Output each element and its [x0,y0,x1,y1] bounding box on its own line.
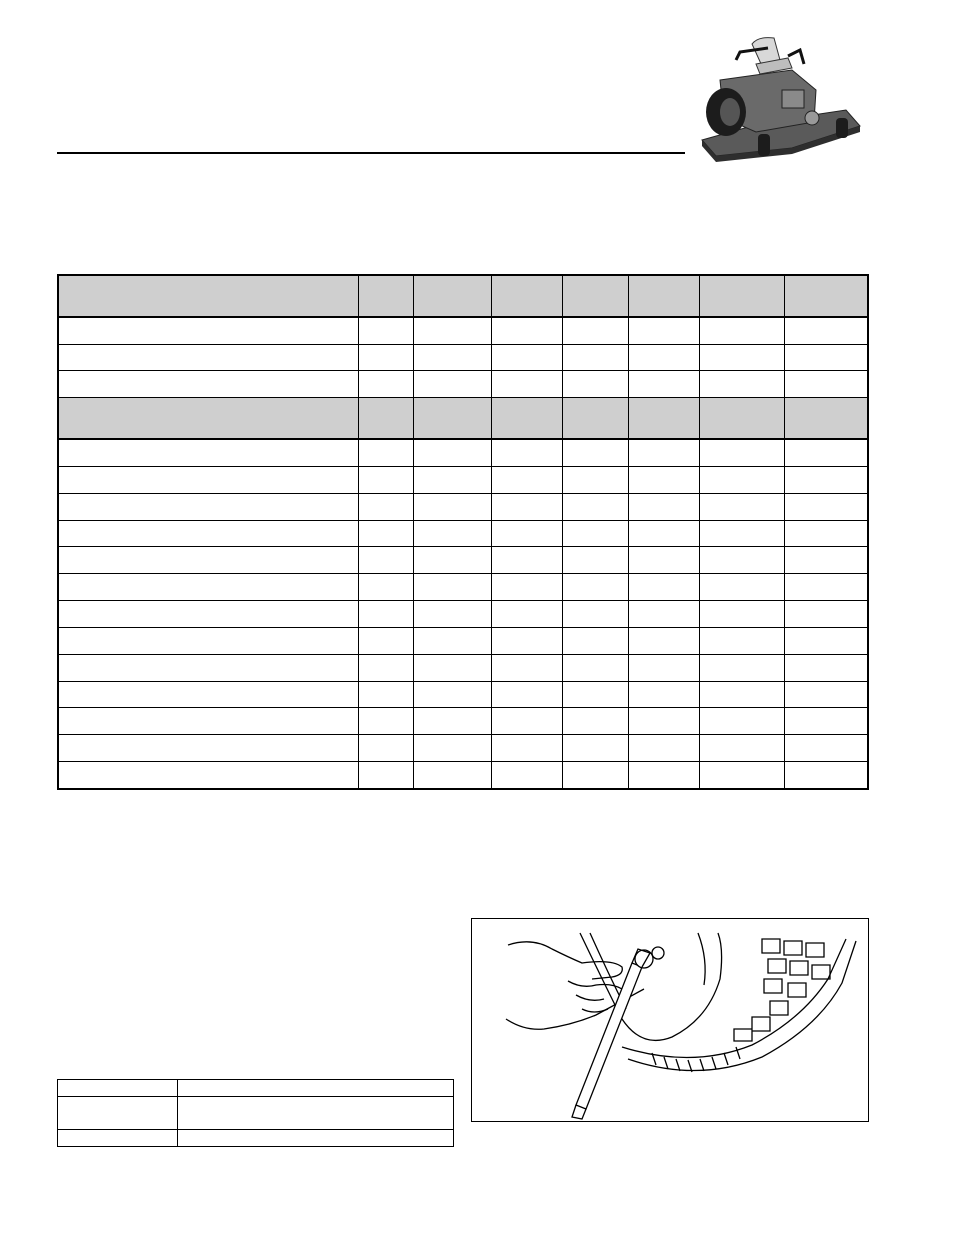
table-row [59,493,867,520]
table-header-row [59,276,867,317]
table-row [58,1080,453,1097]
table-row [59,317,867,344]
table-row [59,439,867,466]
table-row [59,627,867,654]
table-row [58,1130,453,1147]
tire-pressure-table [57,1079,454,1147]
table-row [59,547,867,574]
table-row [59,735,867,762]
table-row [59,762,867,788]
table-row [58,1097,453,1130]
table-row [59,708,867,735]
table-row [59,520,867,547]
mower-photo-icon [696,30,862,170]
table-row [59,681,867,708]
tire-pressure-gauge-illustration-icon [472,919,868,1121]
table-header-row [59,398,867,439]
tire-gauge-figure [471,918,869,1122]
table-row [59,371,867,398]
table-row [59,601,867,628]
header-rule [57,152,685,154]
table-row [59,654,867,681]
maintenance-schedule-table [57,274,869,790]
table-row [59,466,867,493]
table-row [59,344,867,371]
table-row [59,574,867,601]
